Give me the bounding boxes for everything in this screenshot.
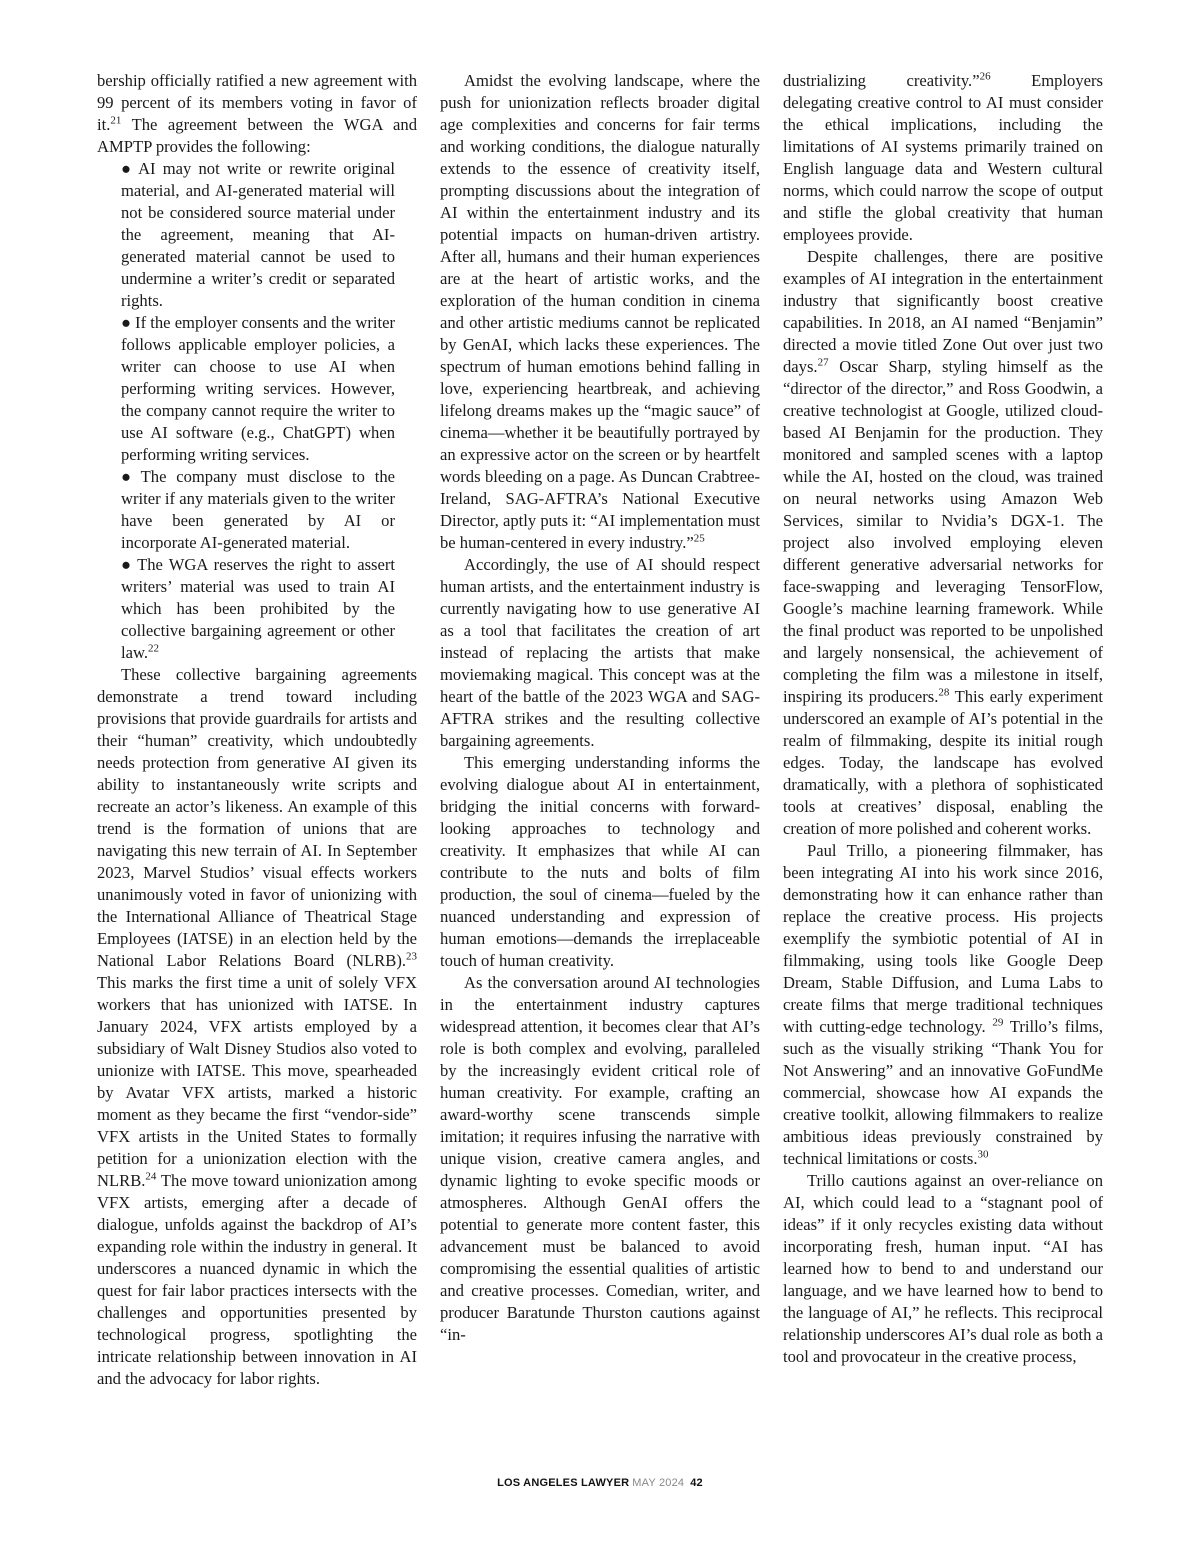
paragraph: Despite challenges, there are positive examples of AI integration in the entertainment industry that significantly boost creative capabilities. In 2018, an AI named “Benjamin” directed a movie titled Zone Out over just two days.$^{27}$ Oscar Sharp, styling himself as the “director of the director,” and Ross Goodwin, a creative technologist at Google, utilized cloud-based AI Benjamin for the production. They monitored and sampled scenes with a laptop while the AI, hosted on the cloud, was trained on neural networks using Amazon Web Services, similar to Nvidia’s DGX-1. The project also involved employing eleven different generative adversarial networks for face-swapping and leveraging TensorFlow, Google’s machine learning framework. While the final product was reported to be unpolished and largely nonsensical, the achievement of completing the film was a milestone in itself, inspiring its producers.$^{28}$ This early experiment underscored an example of AI’s potential in the realm of filmmaking, despite its initial rough edges. Today, the landscape has evolved dramatically, with a plethora of sophisticated tools at creatives’ disposal, enabling the creation of more polished and coherent works. xyxy=(783,247,1103,838)
footnote-ref: 27 xyxy=(817,356,829,369)
list-item: ● If the employer consents and the writer follows applicable employer policies, a writer can choose to use AI when performing writing services. However, the company cannot require the writer to use AI software (e.g., ChatGPT) when performing writing services. xyxy=(121,313,395,464)
paragraph: These collective bargaining agreements demonstrate a trend toward including provisions that provide guardrails for artists and their “human” creativity, which undoubtedly needs protection from generative AI given its ability to instantaneously write scripts and recreate an actor’s likeness. An example of this trend is the formation of unions that are navigating this new terrain of AI. In September 2023, Marvel Studios’ visual effects workers unanimously voted in favor of unionizing with the International Alliance of Theatrical Stage Employees (IATSE) in an election held by the National Labor Relations Board (NLRB).$^{23}$ This marks the first time a unit of solely VFX workers that has unionized with IATSE. In January 2024, VFX artists employed by a subsidiary of Walt Disney Studios also voted to unionize with IATSE. This move, spearheaded by Avatar VFX artists, marked a historic moment as they became the first “vendor-side” VFX artists in the United States to formally petition for a unionization election with the NLRB.$^{24}$ The move toward unionization among VFX artists, emerging after a decade of dialogue, unfolds against the backdrop of AI’s expanding role within the industry in general. It underscores a nuanced dynamic in which the quest for fair labor practices intersects with the challenges and opportunities presented by technological progress, spotlighting the intricate relationship between innovation in AI and the advocacy for labor rights. xyxy=(97,665,417,1388)
page-number: 42 xyxy=(690,1477,703,1489)
paragraph: As the conversation around AI technologies in the entertainment industry captures widespread attention, it becomes clear that AI’s role is both complex and evolving, paralleled by the increasingly evident critical role of human creativity. For example, crafting an award-worthy scene transcends simple imitation; it requires infusing the narrative with unique vision, creative camera angles, and dynamic lighting to evoke specific moods or atmospheres. Although GenAI offers the potential to generate more content faster, this advancement must be balanced to avoid compromising the essential qualities of artistic and creative processes. Comedian, writer, and producer Baratunde Thurston cautions against “in- xyxy=(440,973,760,1344)
page-footer xyxy=(0,1477,1200,1489)
paragraph: Paul Trillo, a pioneering filmmaker, has been integrating AI into his work since 2016, demonstrating how it can enhance rather than replace the creative process. His projects exemplify the symbiotic potential of AI in filmmaking, using tools like Google Deep Dream, Stable Diffusion, and Luma Labs to create films that merge traditional techniques with cutting-edge technology. $^{29}$ Trillo’s films, such as the visually striking “Thank You for Not Answering” and an innovative GoFundMe commercial, showcase how AI expands the creative toolkit, allowing filmmakers to realize ambitious ideas previously constrained by technical limitations or costs.$^{30}$ xyxy=(783,841,1104,1168)
column-2 xyxy=(440,70,760,1346)
publication-name: LOS ANGELES LAWYER xyxy=(497,1477,630,1489)
footnote-ref: 29 xyxy=(992,1016,1004,1029)
footnote-ref: 22 xyxy=(148,642,160,655)
issue-date: MAY 2024 xyxy=(632,1477,685,1489)
footnote-ref: 23 xyxy=(406,950,417,963)
paragraph: This emerging understanding informs the evolving dialogue about AI in entertainment, bridging the initial concerns with forward-looking approaches to technology and creativity. It emphasizes that while AI can contribute to the nuts and bolts of film production, the soul of cinema—fueled by the nuanced understanding and expression of human emotions—demands the irreplaceable touch of human creativity. xyxy=(440,753,760,970)
paragraph: Amidst the evolving landscape, where the push for unionization reflects broader digital age complexities and concerns for fair terms and working conditions, the dialogue naturally extends to the essence of creativity itself, prompting discussions about the integration of AI within the entertainment industry and its potential impacts on human-driven artistry. After all, humans and their human experiences are at the heart of artistic works, and the exploration of the human condition in cinema and other artistic mediums cannot be replicated by GenAI, which lacks these experiences. The spectrum of human emotions behind falling in love, experiencing heartbreak, and achieving lifelong dreams makes up the “magic sauce” of cinema—whether it be beautifully portrayed by an expressive actor on the screen or by heartfelt words bleeding on a page. As Duncan Crabtree-Ireland, SAG-AFTRA’s National Executive Director, aptly puts it: “AI implementation must be human-centered in every industry.”$^{25}$ xyxy=(440,71,760,552)
column-1 xyxy=(97,70,417,1390)
bullet-list xyxy=(97,158,417,664)
paragraph: Trillo cautions against an over-reliance on AI, which could lead to a “stagnant pool of ideas” if it only recycles existing data without incorporating fresh, human input. “AI has learned how to bend to and understand our language, and we have learned how to bend to the language of AI,” he reflects. This reciprocal relationship underscores AI’s dual role as both a tool and provocateur in the creative process, xyxy=(783,1171,1103,1366)
paragraph: bership officially ratified a new agreement with 99 percent of its members voting in favor of it.$^{21}$ The agreement between the WGA and AMPTP provides the following: xyxy=(97,71,417,156)
paragraph: Accordingly, the use of AI should respect human artists, and the entertainment industry is currently navigating how to use generative AI as a tool that facilitates the creation of art instead of replacing the artists that make moviemaking magical. This concept was at the heart of the battle of the 2023 WGA and SAG-AFTRA strikes and the resulting collective bargaining agreements. xyxy=(440,555,760,750)
footnote-ref: 30 xyxy=(977,1148,989,1161)
footnote-ref: 21 xyxy=(110,114,122,127)
footnote-ref: 25 xyxy=(693,532,705,545)
list-item: ● AI may not write or rewrite original material, and AI-generated material will not be considered source material under the agreement, meaning that AI-generated material cannot be used to undermine a writer’s credit or separated rights. xyxy=(121,159,395,310)
footnote-ref: 26 xyxy=(979,70,991,83)
list-item: ● The WGA reserves the right to assert writers’ material was used to train AI which has been prohibited by the collective bargaining agreement or other law.$^{22}$ xyxy=(121,555,395,662)
paragraph: dustrializing creativity.”$^{26}$ Employers delegating creative control to AI must consider the ethical implications, including the limitations of AI systems primarily trained on English language data and Western cultural norms, which could narrow the scope of output and stifle the global creativity that human employees provide. xyxy=(783,70,1103,244)
footnote-ref: 24 xyxy=(145,1170,157,1183)
column-3 xyxy=(783,70,1103,1368)
list-item: ● The company must disclose to the writer if any materials given to the writer have been generated by AI or incorporate AI-generated material. xyxy=(121,467,395,552)
footnote-ref: 28 xyxy=(938,686,950,699)
